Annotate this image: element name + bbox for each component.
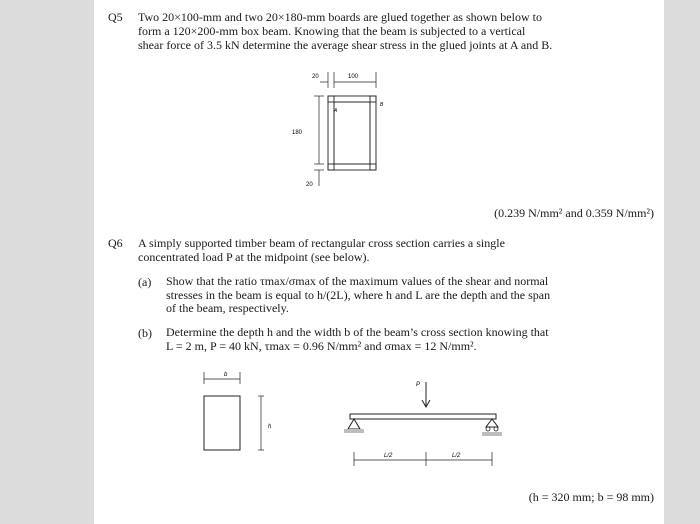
- pin-support: [348, 419, 360, 429]
- part-b-line: Determine the depth h and the width b of the beam’s cross section knowing that: [166, 325, 549, 339]
- part-a-line: stresses in the beam is equal to h/(2L), where h and L are the depth and the span: [166, 287, 551, 302]
- roller-support: [486, 419, 498, 427]
- q5-line: shear force of 3.5 kN determine the average shear stress in the glued joints at A and B.: [138, 38, 553, 52]
- q5-line: Two 20×100-mm and two 20×180-mm boards are glued together as shown below to: [138, 10, 542, 24]
- rectangular-section: [204, 396, 240, 450]
- roller-wheel: [494, 427, 498, 431]
- cross-section-figure: [190, 368, 290, 460]
- dim-label-20-bottom: 20: [306, 182, 313, 188]
- right-margin: [664, 0, 700, 524]
- label-a: A: [334, 108, 338, 114]
- document-page: [94, 0, 664, 524]
- label-b: B: [380, 102, 384, 108]
- ground-hatch: [344, 429, 364, 433]
- label-b-width: b: [224, 372, 228, 378]
- dim-label-20-top: 20: [312, 74, 319, 80]
- beam-interior: [334, 102, 370, 164]
- q5-line: form a 120×200-mm box beam. Knowing that the beam is subjected to a vertical: [138, 24, 526, 38]
- top-flange-board: [328, 96, 376, 102]
- part-a-text: [166, 275, 550, 316]
- q6-answer: (h = 320 mm; b = 98 mm): [528, 490, 654, 504]
- dim-label-100: 100: [348, 74, 359, 80]
- box-beam-figure: [284, 66, 394, 192]
- part-a-line: Show that the ratio τmax/σmax of the maximum values of the shear and normal: [166, 274, 549, 288]
- part-a-line: of the beam, respectively.: [166, 301, 289, 315]
- part-b-label: (b): [138, 326, 152, 340]
- label-p-load: P: [416, 382, 421, 388]
- beam: [350, 414, 496, 419]
- label-half-span-right: L/2: [452, 453, 461, 459]
- roller-wheel: [486, 427, 490, 431]
- q6-number: Q6: [108, 236, 123, 250]
- part-a-label: (a): [138, 275, 152, 289]
- label-h-depth: h: [268, 424, 272, 430]
- right-web-board: [370, 96, 376, 170]
- part-b-line: L = 2 m, P = 40 kN, τmax = 0.96 N/mm² and σmax = 12 N/mm².: [166, 338, 477, 353]
- left-margin: [0, 0, 94, 524]
- label-half-span-left: L/2: [384, 453, 393, 459]
- q5-answer: (0.239 N/mm² and 0.359 N/mm²): [494, 206, 654, 220]
- simply-supported-beam-figure: [340, 376, 508, 468]
- q5-number: Q5: [108, 10, 123, 24]
- q5-text: [138, 10, 654, 52]
- dim-label-180: 180: [292, 130, 303, 136]
- q6-text: [138, 236, 654, 264]
- bottom-flange-board: [328, 164, 376, 170]
- part-b-text: [166, 326, 549, 353]
- ground-hatch: [482, 432, 502, 436]
- q6-line: concentrated load P at the midpoint (see below).: [138, 250, 370, 264]
- q6-line: A simply supported timber beam of rectangular cross section carries a single: [138, 236, 505, 250]
